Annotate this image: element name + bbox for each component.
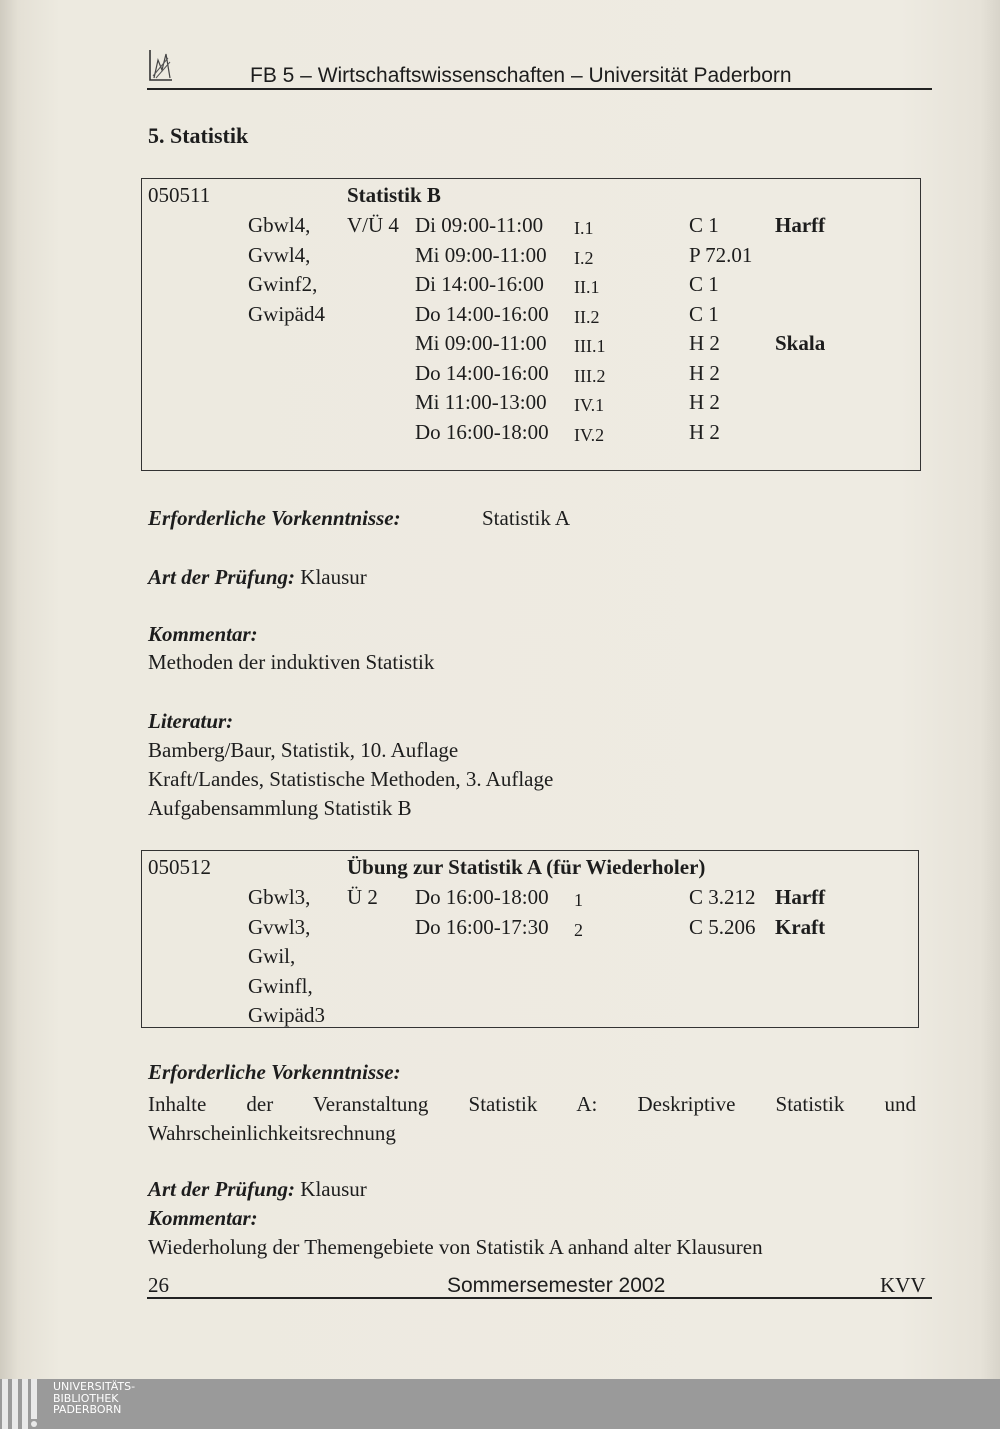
session-group: 1 bbox=[574, 890, 583, 910]
course-code: 050511 bbox=[148, 183, 211, 207]
exam-label: Art der Prüfung: bbox=[148, 1177, 296, 1201]
library-banner bbox=[0, 1379, 1000, 1429]
session-lecturer: Harff bbox=[775, 213, 826, 237]
comment-value: Wiederholung der Themengebiete von Statistik A anhand alter Klausuren bbox=[148, 1235, 763, 1259]
session-group: II.2 bbox=[574, 306, 600, 327]
library-name-line: UNIVERSITÄTS- bbox=[53, 1380, 136, 1393]
prereq-label: Erforderliche Vorkenntnisse: bbox=[148, 506, 401, 530]
library-name-line: PADERBORN bbox=[53, 1403, 122, 1416]
exam-value: Klausur bbox=[300, 565, 367, 589]
prereq-value: Statistik A bbox=[482, 506, 571, 530]
literature-item: Aufgabensammlung Statistik B bbox=[148, 796, 412, 820]
session-time: Mi 09:00-11:00 bbox=[415, 242, 547, 267]
session-time: Di 14:00-16:00 bbox=[415, 272, 544, 296]
course-title: Statistik B bbox=[347, 183, 441, 207]
course-type: Ü 2 bbox=[347, 885, 378, 909]
literature-item: Bamberg/Baur, Statistik, 10. Auflage bbox=[148, 738, 459, 762]
study-group: Gwinfl, bbox=[248, 973, 313, 998]
session-time: Do 16:00-18:00 bbox=[415, 885, 549, 909]
study-group: Gwil, bbox=[248, 944, 296, 968]
session-room: C 1 bbox=[689, 301, 719, 326]
section-title: 5. Statistik bbox=[148, 123, 249, 148]
faculty-logo-icon bbox=[148, 48, 174, 82]
session-row bbox=[142, 272, 920, 302]
session-row bbox=[142, 915, 918, 945]
session-time: Do 14:00-16:00 bbox=[415, 301, 549, 326]
session-group: IV.2 bbox=[574, 424, 605, 445]
study-group: Gwipäd3 bbox=[248, 1003, 325, 1027]
session-group: IV.1 bbox=[574, 395, 605, 415]
session-group: III.2 bbox=[574, 365, 606, 386]
course-table-050512 bbox=[141, 850, 919, 1028]
course-code: 050512 bbox=[148, 855, 211, 879]
study-group: Gbwl3, bbox=[248, 885, 311, 909]
study-group: Gvwl3, bbox=[248, 914, 311, 939]
session-row bbox=[142, 243, 920, 273]
comment-label: Kommentar: bbox=[148, 622, 258, 646]
library-name-line: BIBLIOTHEK bbox=[53, 1391, 119, 1405]
session-row bbox=[142, 331, 920, 361]
literature-item: Kraft/Landes, Statistische Methoden, 3. Auflage bbox=[148, 767, 554, 791]
course-table-050511 bbox=[141, 178, 921, 471]
session-lecturer: Harff bbox=[775, 885, 826, 909]
session-group: I.1 bbox=[574, 218, 594, 238]
course-title: Übung zur Statistik A (für Wiederholer) bbox=[347, 855, 706, 879]
session-row bbox=[142, 390, 920, 420]
session-time: Mi 09:00-11:00 bbox=[415, 331, 547, 355]
page-header-title: FB 5 – Wirtschaftswissenschaften – Universität Paderborn bbox=[250, 64, 792, 87]
session-room: C 1 bbox=[689, 272, 719, 296]
session-room: H 2 bbox=[689, 419, 720, 444]
session-time: Di 09:00-11:00 bbox=[415, 213, 544, 237]
session-time: Do 16:00-18:00 bbox=[415, 419, 549, 444]
session-group: III.1 bbox=[574, 336, 606, 356]
course-type: V/Ü 4 bbox=[347, 213, 399, 237]
semester: Sommersemester 2002 bbox=[447, 1274, 666, 1297]
session-room: C 3.212 bbox=[689, 885, 756, 909]
study-group: Gbwl4, bbox=[248, 213, 311, 237]
session-group: 2 bbox=[574, 919, 583, 940]
session-room: P 72.01 bbox=[689, 242, 753, 267]
session-room: H 2 bbox=[689, 360, 720, 385]
session-lecturer: Kraft bbox=[775, 914, 826, 939]
session-time: Do 16:00-17:30 bbox=[415, 914, 549, 939]
literature-label: Literatur: bbox=[148, 709, 234, 733]
session-group: I.2 bbox=[574, 247, 594, 268]
catalog-code: KVV bbox=[880, 1273, 926, 1297]
session-row bbox=[142, 213, 920, 243]
session-time: Mi 11:00-13:00 bbox=[415, 390, 547, 414]
session-room: C 1 bbox=[689, 213, 719, 237]
session-row bbox=[142, 420, 920, 450]
session-group: II.1 bbox=[574, 277, 600, 297]
prereq-value: Inhalte der Veranstaltung Statistik A: Deskriptive Statistik und Wahrscheinlichkeitsrechnung bbox=[148, 1092, 916, 1145]
exam-line bbox=[148, 565, 367, 589]
exam-label: Art der Prüfung: bbox=[148, 565, 296, 589]
comment-label: Kommentar: bbox=[148, 1206, 258, 1230]
session-room: H 2 bbox=[689, 390, 720, 414]
page-number: 26 bbox=[148, 1273, 169, 1297]
comment-value: Methoden der induktiven Statistik bbox=[148, 650, 435, 674]
study-group: Gwipäd4 bbox=[248, 301, 325, 326]
session-row bbox=[142, 1003, 918, 1033]
session-row bbox=[142, 944, 918, 974]
session-time: Do 14:00-16:00 bbox=[415, 360, 549, 385]
session-row bbox=[142, 885, 918, 915]
library-name bbox=[53, 1381, 135, 1416]
header-rule bbox=[147, 88, 932, 90]
session-room: H 2 bbox=[689, 331, 720, 355]
prereq-label: Erforderliche Vorkenntnisse: bbox=[148, 1060, 401, 1084]
session-room: C 5.206 bbox=[689, 914, 756, 939]
exam-line bbox=[148, 1177, 367, 1201]
session-row bbox=[142, 361, 920, 391]
session-row bbox=[142, 974, 918, 1004]
study-group: Gvwl4, bbox=[248, 242, 311, 267]
exam-value: Klausur bbox=[300, 1177, 367, 1201]
session-lecturer: Skala bbox=[775, 331, 826, 355]
study-group: Gwinf2, bbox=[248, 272, 318, 296]
footer-rule bbox=[147, 1297, 932, 1299]
session-row bbox=[142, 302, 920, 332]
